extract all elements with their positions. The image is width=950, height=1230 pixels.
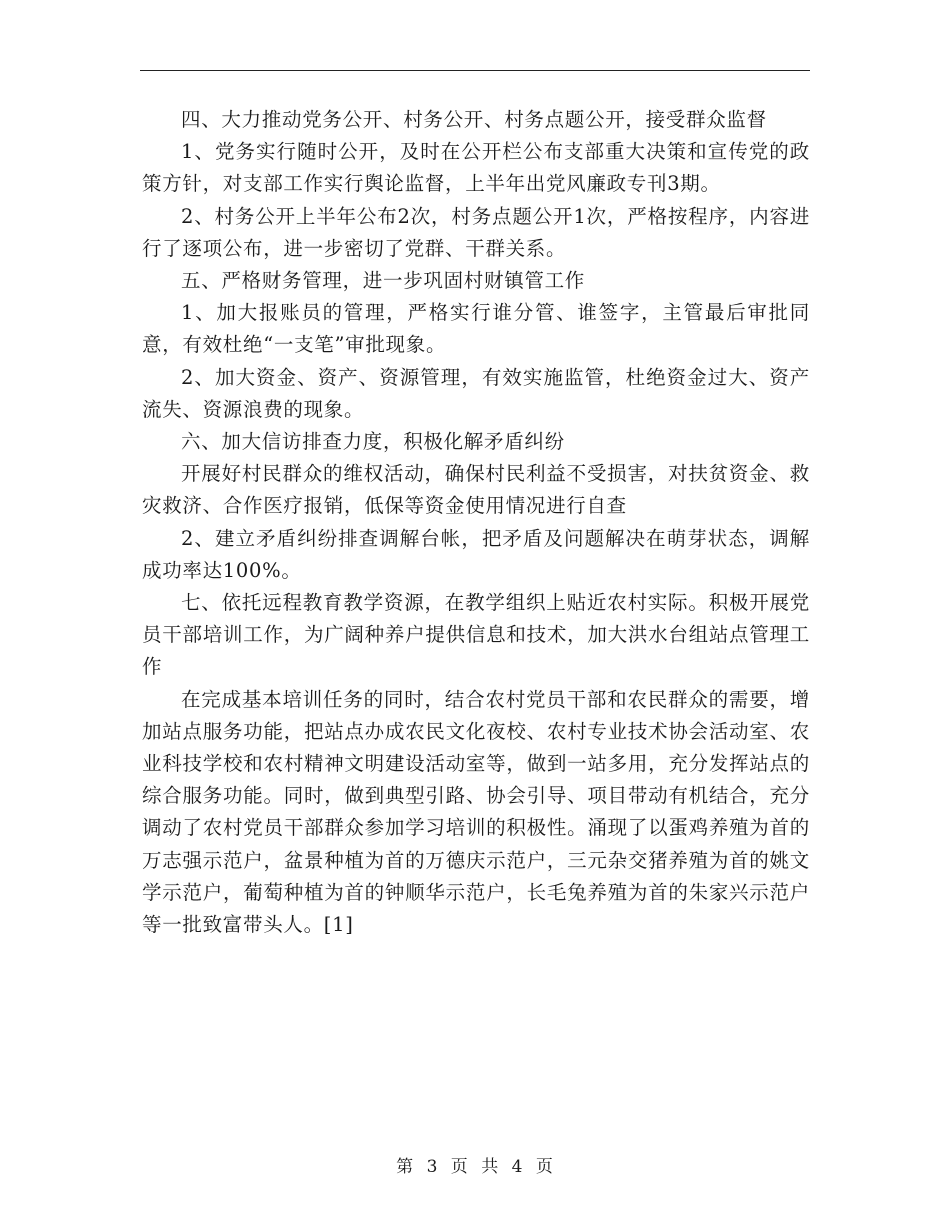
- total-word: 共: [481, 1157, 500, 1177]
- page-word-prefix: 第: [396, 1157, 415, 1177]
- paragraph: 2、村务公开上半年公布2次，村务点题公开1次，严格按程序，内容进行了逐项公布，进一步密切了党群、干群关系。: [142, 204, 810, 260]
- paragraph: 2、加大资金、资产、资源管理，有效实施监管，杜绝资金过大、资产流失、资源浪费的现象。: [142, 365, 810, 421]
- page-footer: [0, 1152, 950, 1177]
- header-rule: [140, 70, 810, 71]
- paragraph: 1、党务实行随时公开，及时在公开栏公布支部重大决策和宣传党的政策方针，对支部工作实行舆论监督，上半年出党风廉政专刊3期。: [142, 140, 810, 196]
- heading-section-five: 五、严格财务管理，进一步巩固村财镇管工作: [181, 269, 586, 293]
- paragraph: 1、加大报账员的管理，严格实行谁分管、谁签字，主管最后审批同意，有效杜绝“一支笔”审批现象。: [142, 301, 810, 357]
- document-body: [142, 104, 810, 941]
- total-pages-number: 4: [511, 1157, 524, 1177]
- heading-section-four: 四、大力推动党务公开、村务公开、村务点题公开，接受群众监督: [181, 108, 767, 131]
- paragraph: 2、建立矛盾纠纷排查调解台帐，把矛盾及问题解决在萌芽状态，调解成功率达100%。: [142, 526, 810, 582]
- paragraph: 开展好村民群众的维权活动，确保村民利益不受损害，对扶贫资金、救灾救济、合作医疗报销，低保等资金使用情况进行自查: [142, 462, 810, 518]
- heading-section-six: 六、加大信访排查力度，积极化解矛盾纠纷: [181, 430, 565, 454]
- paragraph: 在完成基本培训任务的同时，结合农村党员干部和农民群众的需要，增加站点服务功能，把站点办成农民文化夜校、农村专业技术协会活动室、农业科技学校和农村精神文明建设活动室等，做到一站多用，充分发挥站点的综合服务功能。同时，做到典型引路、协会引导、项目带动有机结合，充分调动了农村党员干部群众参加学习培训的积极性。涌现了以蛋鸡养殖为首的万志强示范户，盆景种植为首的万德庆示范户，三元杂交猪养殖为首的姚文学示范户，葡萄种植为首的钟顺华示范户，长毛兔养殖为首的朱家兴示范户等一批致富带头人。[1]: [142, 687, 810, 937]
- page-word-mid: 页: [450, 1157, 469, 1177]
- heading-section-seven: 七、依托远程教育教学资源，在教学组织上贴近农村实际。积极开展党员干部培训工作，为广阔种养户提供信息和技术，加大洪水台组站点管理工作: [142, 591, 810, 679]
- current-page-number: 3: [426, 1157, 439, 1177]
- page-word-suffix: 页: [535, 1157, 554, 1177]
